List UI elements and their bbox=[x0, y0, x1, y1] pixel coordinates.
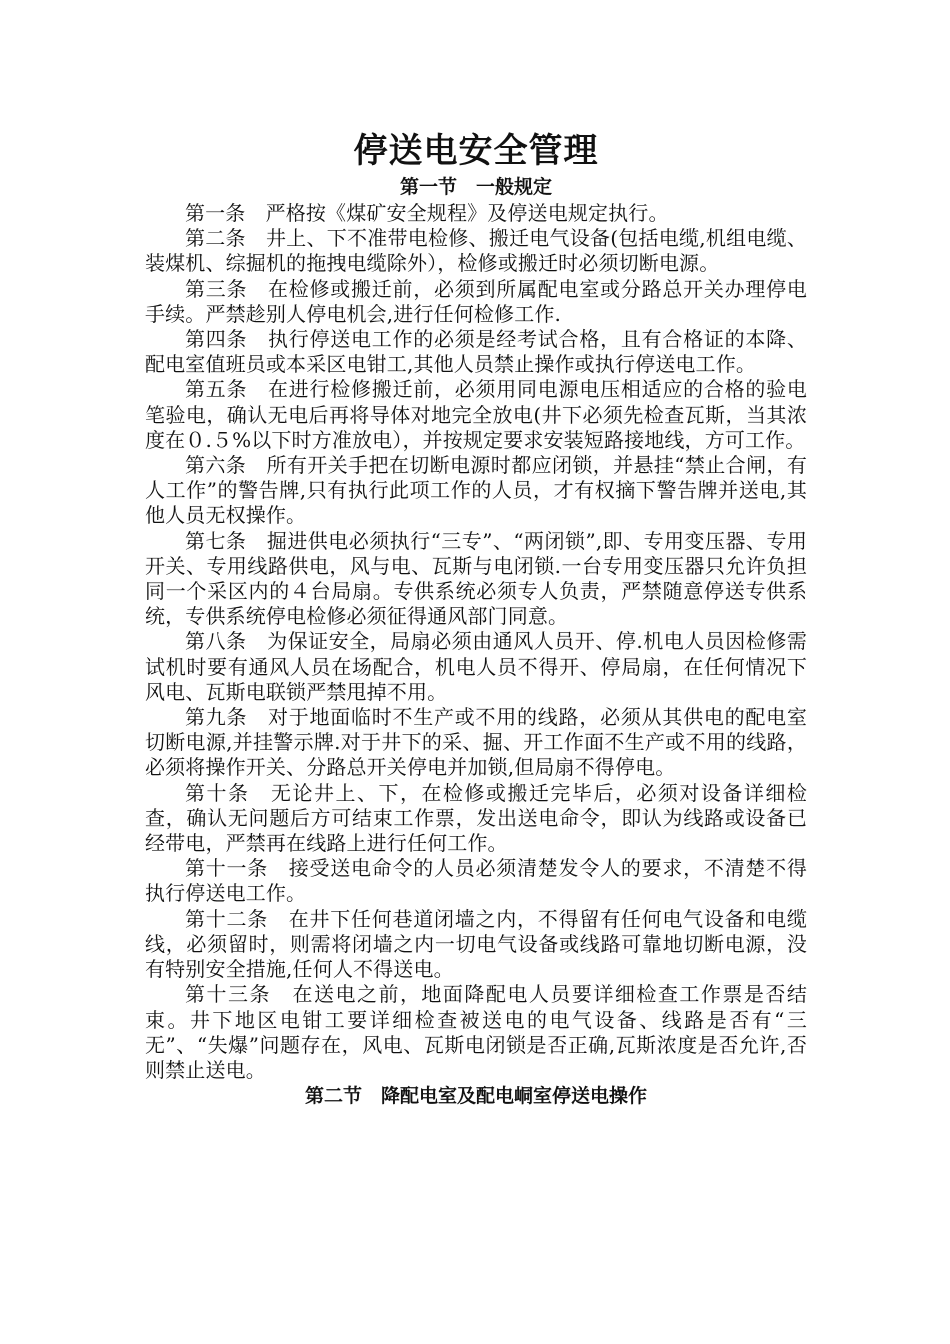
clause-11: 第十一条 接受送电命令的人员必须清楚发令人的要求，不清楚不得执行停送电工作。 bbox=[145, 856, 807, 906]
clause-6: 第六条 所有开关手把在切断电源时都应闭锁，并悬挂“禁止合闸，有人工作”的警告牌,只有执行此项工作的人员，才有权摘下警告牌并送电,其他人员无权操作。 bbox=[145, 453, 807, 528]
clause-5: 第五条 在进行检修搬迁前，必须用同电源电压相适应的合格的验电笔验电，确认无电后再将导体对地完全放电(井下必须先检查瓦斯，当其浓度在０.５%以下时方准放电），并按规定要求安装短路接地线，方可工作。 bbox=[145, 377, 807, 452]
clause-2: 第二条 井上、下不准带电检修、搬迁电气设备(包括电缆,机组电缆、装煤机、综掘机的拖拽电缆除外），检修或搬迁时必须切断电源。 bbox=[145, 226, 807, 276]
clause-3: 第三条 在检修或搬迁前，必须到所属配电室或分路总开关办理停电手续。严禁趁别人停电机会,进行任何检修工作. bbox=[145, 276, 807, 326]
clause-7: 第七条 掘进供电必须执行“三专”、“两闭锁”,即、专用变压器、专用开关、专用线路供电，风与电、瓦斯与电闭锁.一台专用变压器只允许负担同一个采区内的４台局扇。专供系统必须专人负责，严禁随意停送专供系统，专供系统停电检修必须征得通风部门同意。 bbox=[145, 528, 807, 629]
clause-10: 第十条 无论井上、下，在检修或搬迁完毕后，必须对设备详细检查，确认无问题后方可结束工作票，发出送电命令，即认为线路或设备已经带电，严禁再在线路上进行任何工作。 bbox=[145, 780, 807, 856]
clause-12: 第十二条 在井下任何巷道闭墙之内，不得留有任何电气设备和电缆线，必须留时，则需将闭墙之内一切电气设备或线路可靠地切断电源，没有特别安全措施,任何人不得送电。 bbox=[145, 906, 807, 982]
clause-9: 第九条 对于地面临时不生产或不用的线路，必须从其供电的配电室切断电源,并挂警示牌.对于井下的采、掘、开工作面不生产或不用的线路，必须将操作开关、分路总开关停电并加锁,但局扇不得停电。 bbox=[145, 705, 807, 780]
clause-1: 第一条 严格按《煤矿安全规程》及停送电规定执行。 bbox=[185, 201, 669, 225]
document-page bbox=[145, 0, 807, 1110]
clause-13: 第十三条 在送电之前，地面降配电人员要详细检查工作票是否结束。井下地区电钳工要详细检查被送电的电气设备、线路是否有“三无”、“失爆”问题存在，风电、瓦斯电闭锁是否正确,瓦斯浓度是否允许,否则禁止送电。 bbox=[145, 982, 807, 1082]
clause-4: 第四条 执行停送电工作的必须是经考试合格，且有合格证的本降、配电室值班员或本采区电钳工,其他人员禁止操作或执行停送电工作。 bbox=[145, 327, 807, 377]
section-heading-general: 第一节 一般规定 bbox=[399, 176, 552, 198]
document-title: 停送电安全管理 bbox=[353, 131, 599, 171]
clause-list bbox=[145, 201, 807, 1083]
section-heading-substation: 第二节 降配电室及配电峒室停送电操作 bbox=[304, 1085, 647, 1108]
clause-8: 第八条 为保证安全，局扇必须由通风人员开、停.机电人员因检修需试机时要有通风人员在场配合，机电人员不得开、停局扇，在任何情况下风电、瓦斯电联锁严禁甩掉不用。 bbox=[145, 629, 807, 704]
